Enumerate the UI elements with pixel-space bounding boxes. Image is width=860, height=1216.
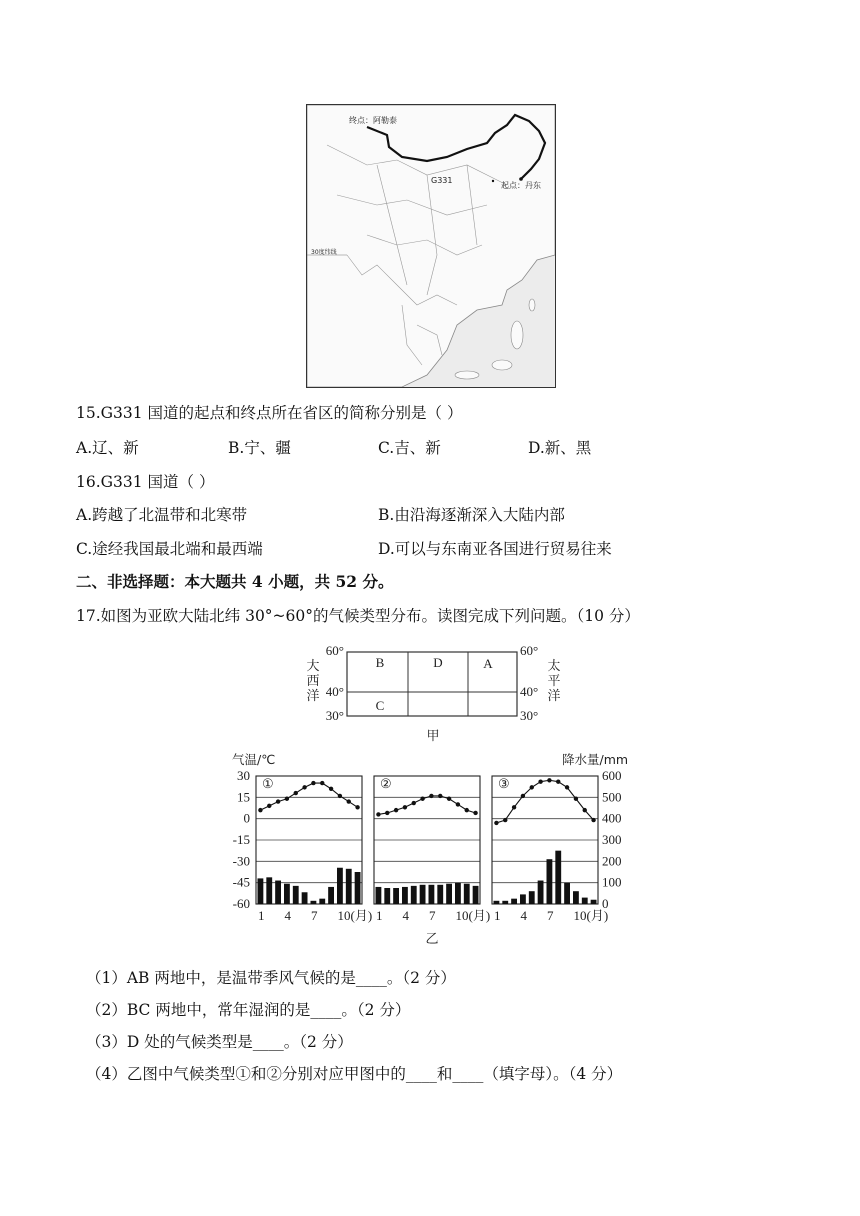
precip-ticks xyxy=(602,768,622,911)
precip-tick-label: 500 xyxy=(602,789,622,805)
precip-bar xyxy=(319,899,325,904)
precip-tick-label: 200 xyxy=(602,853,622,869)
jia-lat-40-left: 40° xyxy=(325,684,344,699)
atlantic-char-3: 洋 xyxy=(306,688,320,703)
temp-point xyxy=(512,805,516,809)
precip-bar xyxy=(402,887,408,904)
temp-line xyxy=(378,796,475,814)
jia-lat-30-left: 30° xyxy=(325,708,344,723)
q16-option-d[interactable]: D.可以与东南亚各国进行贸易往来 xyxy=(378,540,612,558)
precip-bar xyxy=(529,891,535,904)
panel-label: ② xyxy=(380,776,392,791)
temp-point xyxy=(320,781,324,785)
q15-option-c[interactable]: C.吉、新 xyxy=(378,439,441,457)
precip-tick-label: 600 xyxy=(602,768,622,783)
temp-point xyxy=(412,801,416,805)
temp-point xyxy=(565,785,569,789)
q16-stem: 16.G331 国道（ ） xyxy=(76,473,215,491)
precip-tick-label: 400 xyxy=(602,810,622,826)
month-tick-label: 10(月) xyxy=(337,908,373,923)
temp-point xyxy=(294,791,298,795)
precip-bar xyxy=(555,851,561,904)
temp-point xyxy=(285,797,289,801)
temp-point xyxy=(503,818,507,822)
precip-tick-label: 100 xyxy=(602,874,622,890)
precip-tick-label: 0 xyxy=(602,896,609,911)
temp-point xyxy=(447,797,451,801)
temp-point xyxy=(385,811,389,815)
atlantic-char-1: 大 xyxy=(306,658,320,673)
precip-bar xyxy=(411,886,417,904)
month-tick-label: 7 xyxy=(429,908,436,923)
precip-bar xyxy=(337,868,343,904)
region-c: C xyxy=(375,698,385,713)
temp-tick-label: -45 xyxy=(232,874,250,890)
region-d: D xyxy=(433,655,443,670)
month-tick-label: 1 xyxy=(376,908,383,923)
map-drawing xyxy=(307,105,555,387)
temp-point xyxy=(403,805,407,809)
precip-bar xyxy=(384,888,390,904)
temp-point xyxy=(420,797,424,801)
temp-point xyxy=(347,799,351,803)
q15-stem: 15.G331 国道的起点和终点所在省区的简称分别是（ ） xyxy=(76,404,463,422)
precip-bar xyxy=(511,899,517,904)
climograph-2 xyxy=(374,776,490,923)
temp-point xyxy=(276,799,280,803)
q17-sub-1: （1）AB 两地中，是温带季风气候的是____。（2 分） xyxy=(86,969,456,987)
temp-point xyxy=(338,794,342,798)
pacific-char-2: 平 xyxy=(547,673,561,688)
temp-point xyxy=(494,821,498,825)
route-map xyxy=(306,104,556,388)
temp-point xyxy=(473,811,477,815)
figure-jia xyxy=(300,640,570,748)
caption-jia: 甲 xyxy=(426,728,440,743)
precip-bar xyxy=(591,900,597,904)
precip-bar xyxy=(293,886,299,904)
temp-tick-label: -15 xyxy=(232,832,250,847)
panel-label: ③ xyxy=(498,776,510,791)
month-tick-label: 10(月) xyxy=(455,908,491,923)
temp-tick-label: 15 xyxy=(237,789,250,805)
temp-point xyxy=(258,808,262,812)
atlantic-char-2: 西 xyxy=(306,673,320,688)
map-end-label: 终点：阿勒泰 xyxy=(349,116,397,125)
q15-option-d[interactable]: D.新、黑 xyxy=(528,439,592,457)
jia-lat-30-right: 30° xyxy=(520,708,539,723)
temp-point xyxy=(311,781,315,785)
precip-bar xyxy=(258,878,264,904)
temp-ticks xyxy=(233,768,250,911)
month-tick-label: 4 xyxy=(520,908,527,923)
climograph-panels xyxy=(256,776,608,923)
q17-sub-3: （3）D 处的气候类型是____。（2 分） xyxy=(86,1033,353,1051)
temp-point xyxy=(547,778,551,782)
temp-point xyxy=(456,802,460,806)
precip-bar xyxy=(564,883,570,904)
pacific-char-3: 洋 xyxy=(547,688,561,703)
q16-option-a[interactable]: A.跨越了北温带和北寒带 xyxy=(76,506,248,524)
month-tick-label: 1 xyxy=(258,908,265,923)
q15-option-b[interactable]: B.宁、疆 xyxy=(228,439,291,457)
temp-point xyxy=(556,779,560,783)
temp-point xyxy=(302,785,306,789)
temp-tick-label: -60 xyxy=(232,896,250,911)
precip-bar xyxy=(355,872,361,904)
panel-label: ① xyxy=(262,776,274,791)
precip-bar xyxy=(328,887,334,904)
precip-bar xyxy=(311,901,317,904)
temp-point xyxy=(376,812,380,816)
temp-point xyxy=(355,805,359,809)
temp-point xyxy=(394,808,398,812)
temp-tick-label: -30 xyxy=(232,853,250,869)
temp-point xyxy=(267,804,271,808)
temp-line xyxy=(260,783,357,810)
precip-tick-label: 300 xyxy=(602,832,622,847)
precip-bar xyxy=(429,885,435,904)
map-start-label: 起点：丹东 xyxy=(501,181,541,190)
precip-bar xyxy=(502,901,508,904)
month-tick-label: 4 xyxy=(284,908,291,923)
pacific-char-1: 太 xyxy=(547,658,561,673)
month-tick-label: 7 xyxy=(311,908,318,923)
precip-axis-label: 降水量/mm xyxy=(562,752,629,767)
month-tick-label: 4 xyxy=(402,908,409,923)
temp-point xyxy=(591,818,595,822)
temp-point xyxy=(530,785,534,789)
precip-bar xyxy=(547,859,553,904)
temp-point xyxy=(574,797,578,801)
temp-point xyxy=(429,794,433,798)
temp-tick-label: 0 xyxy=(243,810,250,826)
temp-tick-label: 30 xyxy=(237,768,250,783)
temp-axis-label: 气温/℃ xyxy=(232,752,276,767)
precip-bar xyxy=(275,881,281,904)
month-tick-label: 10(月) xyxy=(573,908,609,923)
q17-stem: 17.如图为亚欧大陆北纬 30°~60°的气候类型分布。读图完成下列问题。（10 分） xyxy=(76,607,640,625)
temp-point xyxy=(538,779,542,783)
temp-point xyxy=(329,787,333,791)
precip-bar xyxy=(437,885,443,904)
region-a: A xyxy=(483,656,493,671)
temp-point xyxy=(465,808,469,812)
precip-bar xyxy=(446,884,452,904)
map-lat-label: 30度纬线 xyxy=(311,249,337,256)
precip-bar xyxy=(538,881,544,904)
region-b: B xyxy=(375,655,385,670)
precip-bar xyxy=(455,883,461,904)
q15-option-a[interactable]: A.辽、新 xyxy=(76,439,139,457)
temp-point xyxy=(521,794,525,798)
temp-point xyxy=(583,808,587,812)
q17-sub-4: （4）乙图中气候类型①和②分别对应甲图中的____和____（填字母）。（4 分） xyxy=(86,1065,623,1083)
climograph-3 xyxy=(492,776,608,923)
section-heading: 二、非选择题：本大题共 4 小题，共 52 分。 xyxy=(76,572,394,591)
precip-bar xyxy=(346,869,352,904)
jia-lat-60-left: 60° xyxy=(325,643,344,658)
caption-yi: 乙 xyxy=(425,931,439,946)
precip-bar xyxy=(266,877,272,904)
q16-option-b[interactable]: B.由沿海逐渐深入大陆内部 xyxy=(378,506,565,524)
precip-bar xyxy=(302,892,308,904)
precip-bar xyxy=(284,884,290,904)
precip-bar xyxy=(376,887,382,904)
jia-lat-40-right: 40° xyxy=(520,684,539,699)
map-route-label: G331 xyxy=(431,176,453,185)
precip-bar xyxy=(420,885,426,904)
jia-lat-60-right: 60° xyxy=(520,643,539,658)
temp-line xyxy=(496,780,593,823)
q16-option-c[interactable]: C.途经我国最北端和最西端 xyxy=(76,540,263,558)
precip-bar xyxy=(464,884,470,904)
climograph-1 xyxy=(256,776,372,923)
month-tick-label: 7 xyxy=(547,908,554,923)
precip-bar xyxy=(393,888,399,904)
precip-bar xyxy=(582,898,588,904)
temp-point xyxy=(438,794,442,798)
precip-bar xyxy=(494,901,500,904)
q17-sub-2: （2）BC 两地中，常年湿润的是____。（2 分） xyxy=(86,1001,411,1019)
month-tick-label: 1 xyxy=(494,908,501,923)
figure-yi xyxy=(222,748,642,948)
precip-bar xyxy=(473,886,479,904)
precip-bar xyxy=(573,891,579,904)
precip-bar xyxy=(520,894,526,904)
